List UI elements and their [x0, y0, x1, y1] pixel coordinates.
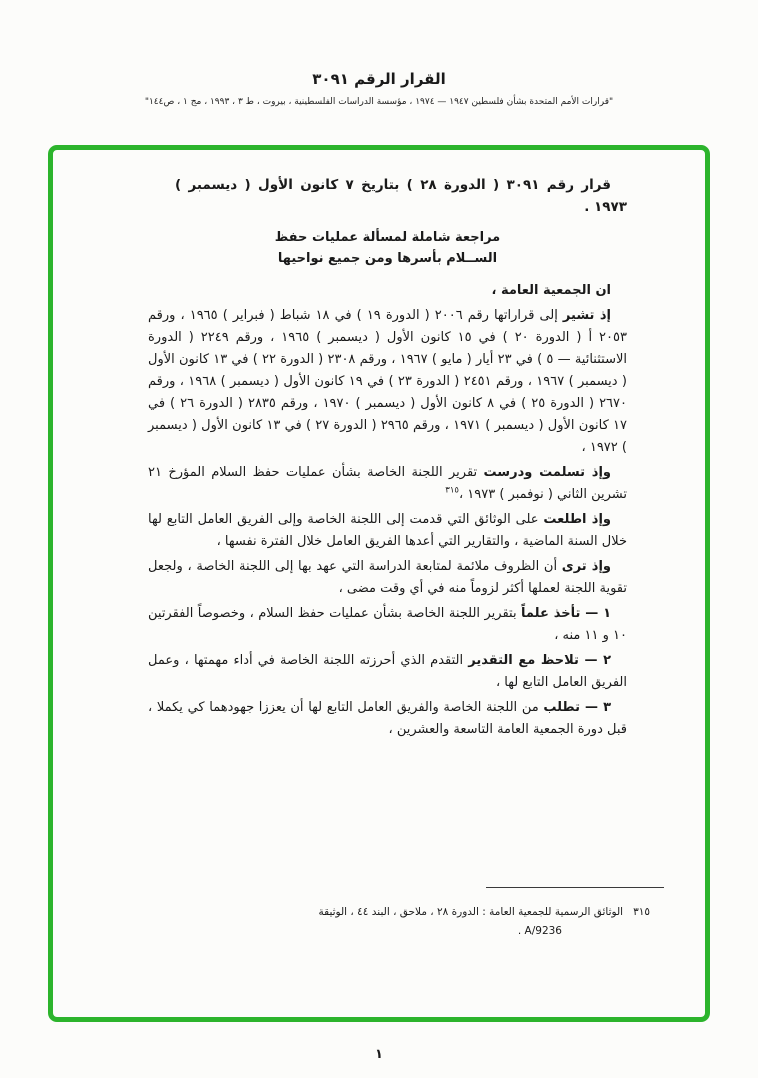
page-title: القرار الرقم ٣٠٩١	[312, 70, 446, 88]
paragraph-recalls	[148, 305, 627, 459]
paragraph-received-report	[148, 462, 627, 506]
paragraph-text: أن الظروف ملائمة لمتابعة الدراسة التي عهد بها إلى اللجنة الخاصة ، ولجعل تقوية اللجنة لعملها أكثر لزوماً منه في أي وقت مضى ،	[148, 559, 627, 596]
paragraph-lead: ٣ — تطلب	[543, 700, 611, 715]
source-citation: "قرارات الأمم المتحدة بشأن فلسطين ١٩٤٧ — ١٩٧٤ ، مؤسسة الدراسات الفلسطينية ، بيروت ، ط ٣ ، ١٩٩٣ ، مج ١ ، ص١٤٤"	[144, 97, 614, 107]
paragraph-lead: ١ — تأخذ علماً	[521, 606, 611, 621]
paragraph-operative-1	[148, 603, 627, 647]
paragraph-text: إلى قراراتها رقم ٢٠٠٦ ( الدورة ١٩ ) في ١٨ شباط ( فبراير ) ١٩٦٥ ، ورقم ٢٠٥٣ أ ( الدورة ٢٠ ) في ١٥ كانون الأول ( ديسمبر ) ١٩٦٥ ، ورقم ٢٢٤٩ ( الدورة الاستثنائية — ٥ ) في ٢٣ أيار ( مايو ) ١٩٦٧ ، ورقم ٢٣٠٨ ( الدورة ٢٢ ) في ١٣ كانون الأول ( ديسمبر ) ١٩٦٧ ، ورقم ٢٤٥١ ( الدورة ٢٣ ) في ١٩ كانون الأول ( ديسمبر ) ١٩٦٨ ، ورقم ٢٦٧٠ ( الدورة ٢٥ ) في ٨ كانون الأول ( ديسمبر ) ١٩٧٠ ، ورقم ٢٨٣٥ ( الدورة ٢٦ ) في ١٧ كانون الأول ( ديسمبر ) ١٩٧١ ، ورقم ٢٩٦٥ ( الدورة ٢٧ ) في ١٣ كانون الأول ( ديسمبر ) ١٩٧٢ ،	[148, 308, 628, 455]
footnote-marker: ٣١٥	[633, 906, 650, 918]
paragraph-text: تقرير اللجنة الخاصة بشأن عمليات حفظ السلام المؤرخ ٢١ تشرين الثاني ( نوفمبر ) ١٩٧٣ ،	[148, 465, 627, 502]
resolution-subtitle-line1: مراجعة شاملة لمسألة عمليات حفظ	[274, 230, 501, 245]
paragraph-text: التقدم الذي أحرزته اللجنة الخاصة في أداء مهمتها ، وعمل الفريق العامل التابع لها ،	[148, 653, 627, 690]
paragraph-lead: ان الجمعية العامة ،	[491, 283, 611, 298]
paragraph-considers	[148, 556, 627, 600]
paragraph-lead: وإذ اطلعت	[543, 512, 611, 527]
paragraph-text: على الوثائق التي قدمت إلى اللجنة الخاصة وإلى الفريق العامل التابع لها خلال السنة الماضية ، والتقارير التي أعدها الفريق العامل خلال الفترة نفسها ،	[148, 512, 627, 549]
paragraph-text: بتقرير اللجنة الخاصة بشأن عمليات حفظ السلام ، وخصوصاً الفقرتين ١٠ و ١١ منه ،	[148, 606, 627, 643]
footnote-line	[148, 903, 650, 922]
document-body	[53, 150, 705, 741]
footnote-document-ref: A/9236 .	[517, 925, 562, 937]
footnote-reference: ٣١٥	[445, 485, 459, 496]
paragraph-text: من اللجنة الخاصة والفريق العامل التابع لها أن يعززا جهودهما كي يكملا ، قبل دورة الجمعية العامة التاسعة والعشرين ،	[148, 700, 627, 737]
footnote-divider	[486, 887, 664, 888]
paragraph-operative-3	[148, 697, 627, 741]
paragraph-lead: ٢ — تلاحظ مع التقدير	[468, 653, 611, 668]
paragraph-operative-2	[148, 650, 627, 694]
paragraph-examined-documents	[148, 509, 627, 553]
paragraph-lead: وإذ تسلمت ودرست	[483, 465, 611, 480]
paragraph-lead: إذ تشير	[562, 308, 611, 323]
document-frame	[48, 145, 710, 1022]
footnote-text: الوثائق الرسمية للجمعية العامة : الدورة ٢٨ ، ملاحق ، البند ٤٤ ، الوثيقة	[318, 906, 624, 918]
paragraph-opening	[148, 280, 627, 302]
resolution-subtitle-line2: الســلام بأسرها ومن جميع نواحيها	[277, 251, 498, 266]
paragraph-lead: وإذ ترى	[561, 559, 612, 574]
resolution-subtitle	[148, 227, 627, 269]
page-number: ١	[375, 1047, 383, 1062]
resolution-heading: قرار رقم ٣٠٩١ ( الدورة ٢٨ ) بتاريخ ٧ كانون الأول ( ديسمبر ) ١٩٧٣ .	[175, 177, 627, 215]
footnote-section	[148, 887, 650, 941]
page-header	[0, 0, 758, 107]
